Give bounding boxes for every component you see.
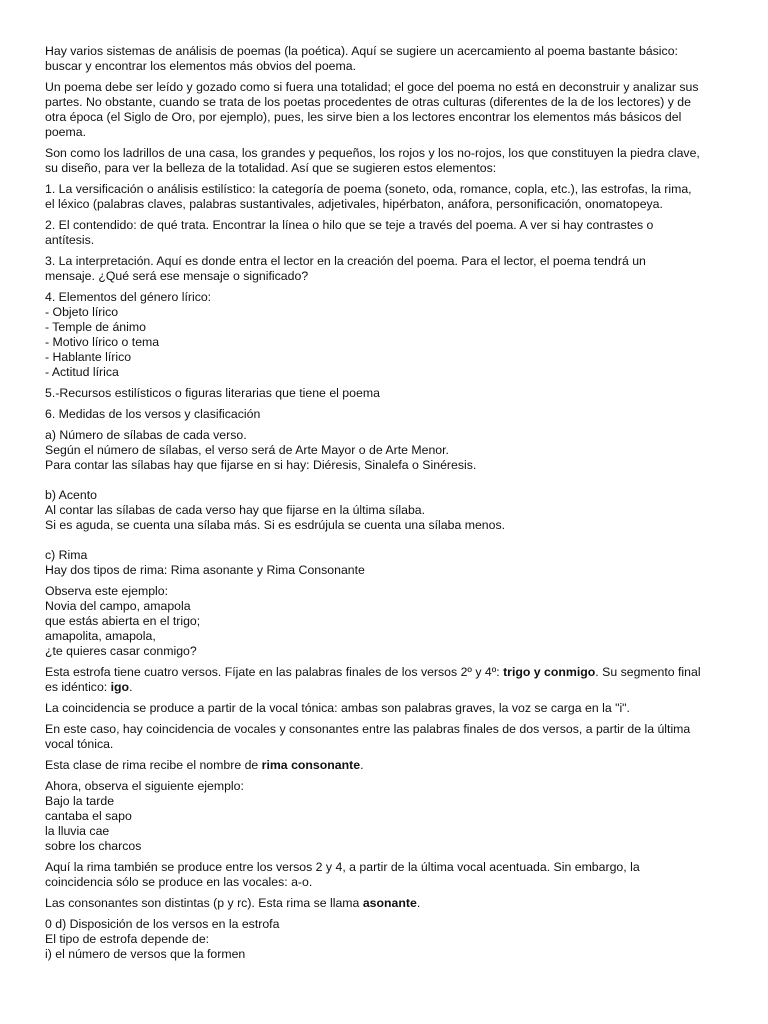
poem-verse: amapolita, amapola, <box>45 629 156 643</box>
poem-verse: Novia del campo, amapola <box>45 599 191 613</box>
paragraph-intro <box>45 44 735 74</box>
item-6-medidas <box>45 407 735 422</box>
poem-verse: Bajo la tarde <box>45 794 115 808</box>
paragraph-poem-reading <box>45 80 735 140</box>
text-line: buscar y encontrar los elementos más obvios del poema. <box>45 59 356 73</box>
document-body <box>45 44 735 968</box>
poem-verse: la lluvia cae <box>45 824 110 838</box>
poem-verse: ¿te quieres casar conmigo? <box>45 644 197 658</box>
text-line: Observa este ejemplo: <box>45 584 169 598</box>
text-run: . <box>360 758 364 772</box>
bold-text: rima consonante <box>261 758 361 772</box>
list-item: - Hablante lírico <box>45 350 132 364</box>
text-line: 6. Medidas de los versos y clasificación <box>45 407 261 421</box>
text-line <box>45 758 735 773</box>
poem-example-2 <box>45 779 735 854</box>
text-run: Esta clase de rima recibe el nombre de <box>45 758 262 772</box>
list-item: - Motivo lírico o tema <box>45 335 160 349</box>
text-line: La coincidencia se produce a partir de la vocal tónica: ambas son palabras graves, la voz se carga en la "i". <box>45 701 630 715</box>
text-line: 3. La interpretación. Aquí es donde entra el lector en la creación del poema. Para el lector, el poema tendrá un <box>45 254 646 268</box>
poem-verse: sobre los charcos <box>45 839 142 853</box>
paragraph-rima-asonante <box>45 896 735 911</box>
list-item: - Temple de ánimo <box>45 320 146 334</box>
paragraph-coincidencia <box>45 722 735 752</box>
text-line: c) Rima <box>45 548 88 562</box>
paragraph-vocal-tonica <box>45 701 735 716</box>
text-run: . <box>416 896 421 910</box>
text-line: 0 d) Disposición de los versos en la estrofa <box>45 917 280 931</box>
text-line: coincidencia sólo se produce en las vocales: a-o. <box>45 875 313 889</box>
text-line: el léxico (palabras claves, palabras sustantivales, adjetivales, hipérbaton, anáfora, personificación, onomatopeya. <box>45 197 663 211</box>
list-item: - Objeto lírico <box>45 305 119 319</box>
poem-example-1 <box>45 584 735 659</box>
item-2-contenido <box>45 218 735 248</box>
text-line: El tipo de estrofa depende de: <box>45 932 210 946</box>
section-a-silabas <box>45 428 735 473</box>
list-item: - Actitud lírica <box>45 365 119 379</box>
item-4-genero-lirico <box>45 290 735 380</box>
text-line: Hay dos tipos de rima: Rima asonante y Rima Consonante <box>45 563 365 577</box>
text-run: Las consonantes son distintas (p y rc). Esta rima se llama <box>45 896 363 910</box>
text-line: Ahora, observa el siguiente ejemplo: <box>45 779 244 793</box>
poem-verse: que estás abierta en el trigo; <box>45 614 201 628</box>
bold-text: asonante <box>362 896 417 910</box>
text-run: es idéntico: <box>45 680 111 694</box>
text-line: Si es aguda, se cuenta una sílaba más. Si es esdrújula se cuenta una sílaba menos. <box>45 518 506 532</box>
text-line: Son como los ladrillos de una casa, los grandes y pequeños, los rojos y los no-rojos, los que constituyen la piedra clave, <box>45 146 700 160</box>
text-line <box>45 896 735 911</box>
poem-verse: cantaba el sapo <box>45 809 132 823</box>
text-line: Al contar las sílabas de cada verso hay que fijarse en la última sílaba. <box>45 503 426 517</box>
text-line: 2. El contendido: de qué trata. Encontrar la línea o hilo que se teje a través del poema. A ver si hay contrastes o <box>45 218 654 232</box>
text-line: a) Número de sílabas de cada verso. <box>45 428 247 442</box>
text-run: Esta estrofa tiene cuatro versos. Fíjate en las palabras finales de los versos 2º y 4º: <box>45 665 504 679</box>
text-line: b) Acento <box>45 488 97 502</box>
text-line: Según el número de sílabas, el verso será de Arte Mayor o de Arte Menor. <box>45 443 449 457</box>
item-5-recursos <box>45 386 735 401</box>
bold-text: igo <box>110 680 130 694</box>
text-line: su diseño, para ver la belleza de la totalidad. Así que se sugieren estos elementos: <box>45 161 497 175</box>
section-d-disposicion <box>45 917 735 962</box>
text-line: En este caso, hay coincidencia de vocales y consonantes entre las palabras finales de dos versos, a partir de la última <box>45 722 691 736</box>
paragraph-ladrillos <box>45 146 735 176</box>
text-line: 1. La versificación o análisis estilístico: la categoría de poema (soneto, oda, romance, copla, etc.), las estrofas, la rima, <box>45 182 692 196</box>
text-line: Un poema debe ser leído y gozado como si fuera una totalidad; el goce del poema no está en deconstruir y analizar sus <box>45 80 699 94</box>
text-line: i) el número de versos que la formen <box>45 947 246 961</box>
paragraph-estrofa-analysis <box>45 665 735 695</box>
text-line: Aquí la rima también se produce entre los versos 2 y 4, a partir de la última vocal acentuada. Sin embargo, la <box>45 860 640 874</box>
text-line: partes. No obstante, cuando se trata de los poetas procedentes de otras culturas (diferentes de la de los lectores) y de <box>45 95 691 109</box>
text-line: mensaje. ¿Qué será ese mensaje o significado? <box>45 269 309 283</box>
paragraph-rima-consonante <box>45 758 735 773</box>
paragraph-rima-vocales <box>45 860 735 890</box>
text-run: . Su segmento final <box>595 665 701 679</box>
text-line <box>45 665 735 680</box>
section-c-rima <box>45 548 735 578</box>
text-line: Hay varios sistemas de análisis de poemas (la poética). Aquí se sugiere un acercamiento al poema bastante básico: <box>45 44 678 58</box>
text-line: antítesis. <box>45 233 95 247</box>
bold-text: trigo y conmigo <box>503 665 596 679</box>
text-line: otra época (el Siglo de Oro, por ejemplo), pues, les sirve bien a los lectores encontrar los elementos más básicos del <box>45 110 682 124</box>
text-line: 4. Elementos del género lírico: <box>45 290 212 304</box>
section-b-acento <box>45 488 735 533</box>
text-line: vocal tónica. <box>45 737 114 751</box>
text-line <box>45 680 735 695</box>
item-3-interpretacion <box>45 254 735 284</box>
text-line: Para contar las sílabas hay que fijarse en si hay: Diéresis, Sinalefa o Sinéresis. <box>45 458 477 472</box>
text-line: 5.-Recursos estilísticos o figuras literarias que tiene el poema <box>45 386 380 400</box>
text-line: poema. <box>45 125 87 139</box>
item-1-versificacion <box>45 182 735 212</box>
text-run: . <box>129 680 133 694</box>
